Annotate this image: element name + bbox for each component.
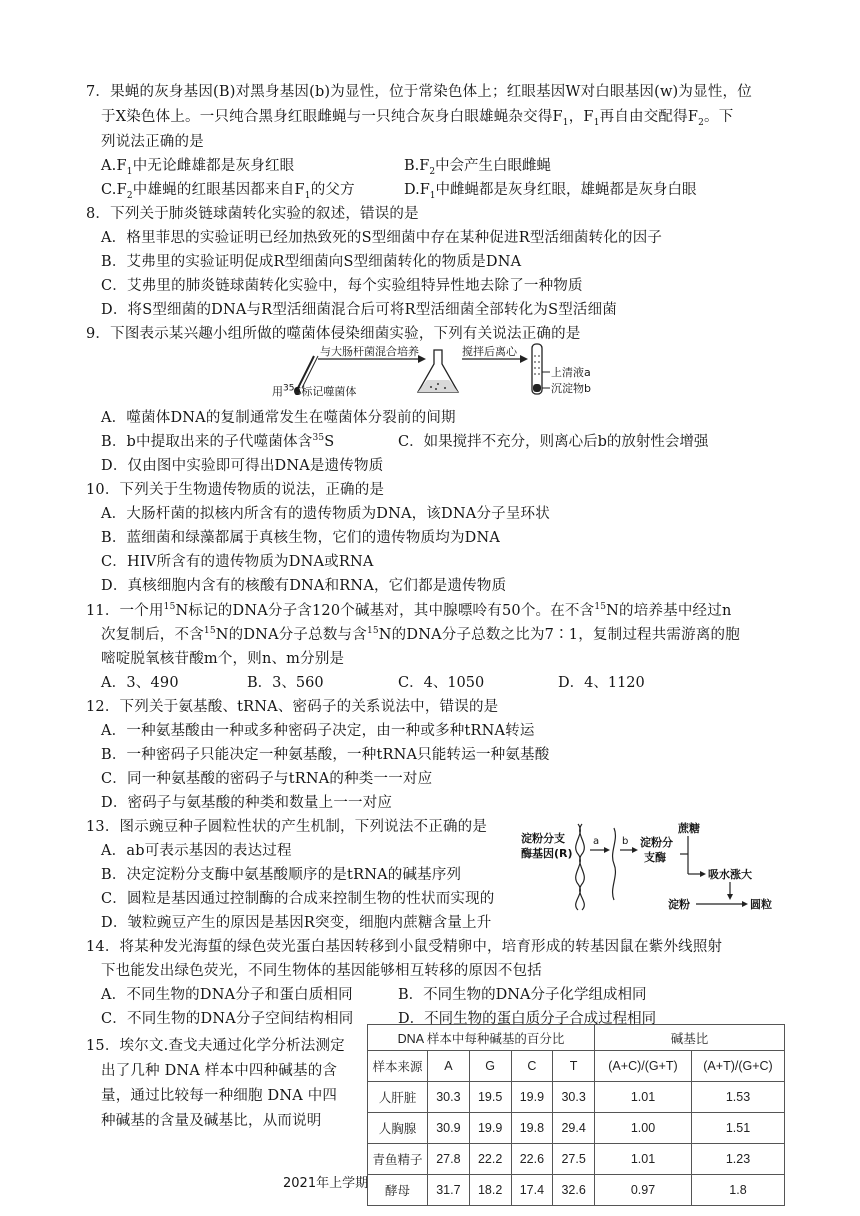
q14-option-c: C．不同生物的DNA分子空间结构相同 (101, 1011, 354, 1027)
table-cell: 19.5 (469, 1082, 511, 1113)
table-header-ratio: 碱基比 (595, 1025, 785, 1051)
fig-enzyme-label-line1: 淀粉分 (640, 836, 673, 849)
q11-stem-line1: 11．一个用$^{15}$N标记的DNA分子含120个碱基对，其中腺嘌呤有50个。在不含$^{15}$N的培养基中经过n (86, 602, 732, 619)
q7-stem-line3: 列说法正确的是 (101, 134, 204, 150)
test-tube-icon (532, 344, 542, 394)
q10-option-a: A．大肠杆菌的拟核内所含有的遗传物质为DNA，该DNA分子呈环状 (101, 506, 550, 522)
table-cell: 1.00 (595, 1113, 692, 1144)
q11-stem-line2: 次复制后，不含$^{15}$N的DNA分子总数与含$^{15}$N的DNA分子总数之比为7∶1，复制过程共需游离的胞 (101, 626, 740, 643)
table-cell: 27.5 (553, 1144, 595, 1175)
fig-phage-label: 用$^{35}$S标记噬菌体 (272, 383, 357, 398)
q10-option-d: D．真核细胞内含有的核酸有DNA和RNA，它们都是遗传物质 (101, 578, 507, 594)
table-cell: 17.4 (511, 1175, 553, 1206)
fig-sucrose-label: 蔗糖 (678, 822, 700, 835)
q9-option-b: B．b中提取出来的子代噬菌体含$^{35}$S (101, 433, 335, 450)
pea-seed-mechanism-figure (520, 820, 782, 912)
table-row (368, 1082, 785, 1113)
q11-option-a: A．3、490 (101, 675, 179, 691)
q12-option-b: B．一种密码子只能决定一种氨基酸，一种tRNA只能转运一种氨基酸 (101, 747, 550, 763)
table-cell: 青鱼精子 (368, 1144, 428, 1175)
table-header-percent: DNA 样本中每种碱基的百分比 (368, 1025, 595, 1051)
q8-option-a: A．格里菲思的实验证明已经加热致死的S型细菌中存在某种促进R型活细菌转化的因子 (101, 230, 663, 246)
table-cell: 29.4 (553, 1113, 595, 1144)
q8-stem: 8．下列关于肺炎链球菌转化实验的叙述，错误的是 (86, 206, 419, 222)
q14-option-b: B．不同生物的DNA分子化学组成相同 (398, 987, 647, 1003)
q7-option-d: $D.F_1$中雌蝇都是灰身红眼，雄蝇都是灰身白眼 (404, 182, 697, 201)
q8-option-b: B．艾弗里的实验证明促成R型细菌向S型细菌转化的物质是DNA (101, 254, 522, 270)
table-col-t: T (553, 1051, 595, 1082)
q15-line1: 15．埃尔文.查戈夫通过化学分析法测定 (86, 1038, 345, 1054)
table-cell: 1.53 (692, 1082, 785, 1113)
table-cell: 27.8 (428, 1144, 470, 1175)
q7-option-b: $B.F_2$中会产生白眼雌蝇 (404, 158, 552, 177)
table-cell: 30.3 (553, 1082, 595, 1113)
q15-line4: 种碱基的含量及碱基比，从而说明 (101, 1113, 322, 1129)
table-header-source: 样本来源 (368, 1051, 428, 1082)
table-cell: 22.2 (469, 1144, 511, 1175)
table-cell: 19.9 (511, 1082, 553, 1113)
table-cell: 0.97 (595, 1175, 692, 1206)
q11-option-d: D．4、1120 (558, 675, 645, 691)
fig-step-b: b (622, 836, 629, 847)
q13-option-c: C．圆粒是基因通过控制酶的合成来控制生物的性状而实现的 (101, 891, 495, 907)
q7-option-a: $A.F_1$中无论雌雄都是灰身红眼 (101, 158, 295, 177)
fig-starch-label: 淀粉 (668, 898, 690, 911)
table-col-c: C (511, 1051, 553, 1082)
q11-stem-line3: 嘧啶脱氧核苷酸m个，则n、m分别是 (101, 651, 345, 667)
fig-supernatant-label: 上清液a (551, 366, 591, 379)
table-cell: 30.9 (428, 1113, 470, 1144)
table-row (368, 1144, 785, 1175)
q14-stem-line2: 下也能发出绿色荧光，不同生物体的基因能够相互转移的原因不包括 (101, 963, 542, 979)
q14-stem-line1: 14．将某种发光海蜇的绿色荧光蛋白基因转移到小鼠受精卵中，培育形成的转基因鼠在紫外线照射 (86, 939, 723, 955)
q11-option-b: B．3、560 (247, 675, 324, 691)
table-cell: 酵母 (368, 1175, 428, 1206)
table-cell: 人肝脏 (368, 1082, 428, 1113)
fig-pellet-label: 沉淀物b (551, 382, 591, 395)
table-cell: 1.51 (692, 1113, 785, 1144)
q15-line3: 量，通过比较每一种细胞 DNA 中四 (101, 1088, 338, 1104)
q14-option-a: A．不同生物的DNA分子和蛋白质相同 (101, 987, 353, 1003)
q7-option-c: $C.F_2$中雄蝇的红眼基因都来自$F_1$的父方 (101, 182, 355, 201)
q7-stem-line1: 7．果蝇的灰身基因(B)对黑身基因(b)为显性，位于常染色体上；红眼基因W对白眼基因(w)为显性，位 (86, 84, 752, 100)
flask-icon (418, 350, 458, 392)
q7-stem-line2: 于X染色体上。一只纯合黑身红眼雌蝇与一只纯合灰身白眼雄蝇杂交得$F_1$，$F_1$再自由交配得$F_2$。下 (101, 109, 734, 128)
q13-option-d: D．皱粒豌豆产生的原因是基因R突变，细胞内蔗糖含量上升 (101, 915, 492, 931)
mrna-strand-icon (613, 828, 616, 900)
fig-round-label: 圆粒 (750, 898, 772, 911)
table-cell: 1.01 (595, 1144, 692, 1175)
fig-step1-label: 与大肠杆菌混合培养 (320, 345, 419, 358)
fig-enzyme-label-line2: 支酶 (644, 851, 666, 864)
table-cell: 19.8 (511, 1113, 553, 1144)
fig-water-label: 吸水涨大 (708, 868, 752, 881)
fig-step2-label: 搅拌后离心 (462, 345, 517, 358)
q12-stem: 12．下列关于氨基酸、tRNA、密码子的关系说法中，错误的是 (86, 699, 499, 715)
fig-gene-label-line2: 酶基因(R) (521, 847, 573, 860)
table-cell: 30.3 (428, 1082, 470, 1113)
fig-step-a: a (593, 836, 600, 847)
table-col-ratio1: (A+C)/(G+T) (595, 1051, 692, 1082)
table-cell: 1.01 (595, 1082, 692, 1113)
table-col-g: G (469, 1051, 511, 1082)
q9-option-d: D．仅由图中实验即可得出DNA是遗传物质 (101, 458, 384, 474)
dna-helix-icon (576, 824, 585, 910)
q13-option-b: B．决定淀粉分支酶中氨基酸顺序的是tRNA的碱基序列 (101, 867, 462, 883)
table-row (368, 1175, 785, 1206)
q10-option-c: C．HIV所含有的遗传物质为DNA或RNA (101, 554, 374, 570)
dna-base-table (367, 1024, 785, 1206)
q10-stem: 10．下列关于生物遗传物质的说法，正确的是 (86, 482, 385, 498)
q9-option-c: C．如果搅拌不充分，则离心后b的放射性会增强 (398, 434, 709, 450)
q11-option-c: C．4、1050 (398, 675, 485, 691)
q12-option-d: D．密码子与氨基酸的种类和数量上一一对应 (101, 795, 393, 811)
table-cell: 18.2 (469, 1175, 511, 1206)
q12-option-c: C．同一种氨基酸的密码子与tRNA的种类一一对应 (101, 771, 433, 787)
table-col-a: A (428, 1051, 470, 1082)
table-cell: 32.6 (553, 1175, 595, 1206)
fig-gene-label-line1: 淀粉分支 (521, 832, 565, 845)
table-row (368, 1113, 785, 1144)
table-cell: 1.8 (692, 1175, 785, 1206)
table-cell: 31.7 (428, 1175, 470, 1206)
q13-option-a: A．ab可表示基因的表达过程 (101, 843, 292, 859)
q8-option-d: D．将S型细菌的DNA与R型活细菌混合后可将R型活细菌全部转化为S型活细菌 (101, 302, 618, 318)
q15-line2: 出了几种 DNA 样本中四种碱基的含 (101, 1063, 338, 1079)
q14-option-d: D．不同生物的蛋白质分子合成过程相同 (398, 1011, 657, 1027)
table-cell: 22.6 (511, 1144, 553, 1175)
q9-stem: 9．下图表示某兴趣小组所做的噬菌体侵染细菌实验，下列有关说法正确的是 (86, 326, 581, 342)
table-col-ratio2: (A+T)/(G+C) (692, 1051, 785, 1082)
q8-option-c: C．艾弗里的肺炎链球菌转化实验中，每个实验组特异性地去除了一种物质 (101, 278, 583, 294)
q13-stem: 13．图示豌豆种子圆粒性状的产生机制，下列说法不正确的是 (86, 819, 488, 835)
q9-option-a: A．噬菌体DNA的复制通常发生在噬菌体分裂前的间期 (101, 410, 456, 426)
table-cell: 19.9 (469, 1113, 511, 1144)
q12-option-a: A．一种氨基酸由一种或多种密码子决定，由一种或多种tRNA转运 (101, 723, 535, 739)
table-cell: 1.23 (692, 1144, 785, 1175)
page-footer: 2021年上学期 (283, 1176, 369, 1191)
table-cell: 人胸腺 (368, 1113, 428, 1144)
q10-option-b: B．蓝细菌和绿藻都属于真核生物，它们的遗传物质均为DNA (101, 530, 501, 546)
